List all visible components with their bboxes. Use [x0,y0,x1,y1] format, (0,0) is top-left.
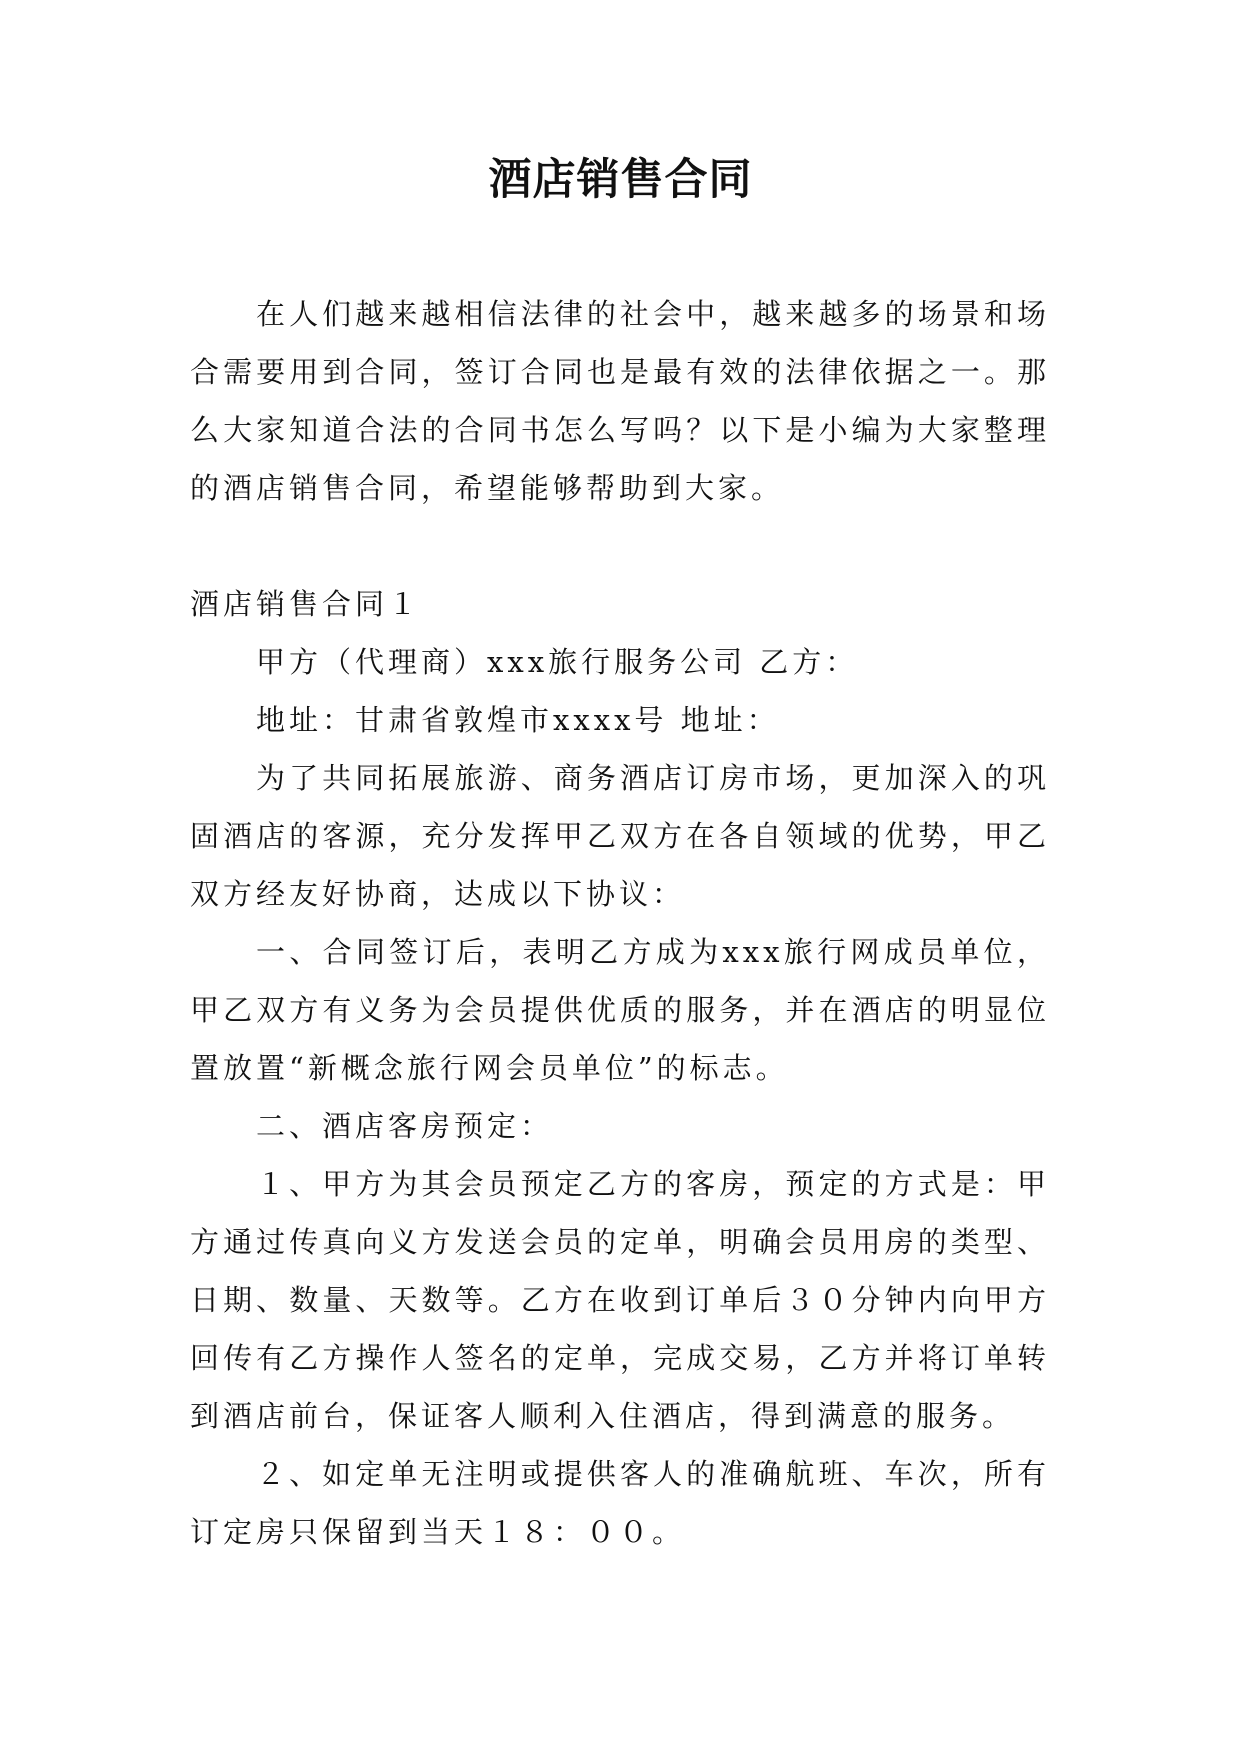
document-title: 酒店销售合同 [488,155,753,205]
purpose-paragraph: 为了共同拓展旅游、商务酒店订房市场，更加深入的巩固酒店的客源，充分发挥甲乙双方在各自领域的优势，甲乙双方经友好协商，达成以下协议： [190,761,1050,911]
address-line: 地址：甘肃省敦煌市xxxx号 地址： [256,703,780,737]
paragraph-gap [190,517,1050,575]
clause-two-heading: 二、酒店客房预定： [256,1109,554,1143]
clause-two-item-1: １、甲方为其会员预定乙方的客房，预定的方式是：甲方通过传真向义方发送会员的定单，明确会员用房的类型、日期、数量、天数等。乙方在收到订单后３０分钟内向甲方回传有乙方操作人签名的定单，完成交易，乙方并将订单转到酒店前台，保证客人顺利入住酒店，得到满意的服务。 [190,1167,1050,1433]
document-body [190,285,1050,1561]
clause-two-item-2: ２、如定单无注明或提供客人的准确航班、车次，所有订定房只保留到当天１８：００。 [190,1457,1050,1549]
section-heading: 酒店销售合同１ [190,587,422,621]
party-a-line: 甲方（代理商）xxx旅行服务公司 乙方： [256,645,859,679]
clause-one: 一、合同签订后，表明乙方成为xxx旅行网成员单位，甲乙双方有义务为会员提供优质的服务，并在酒店的明显位置放置“新概念旅行网会员单位”的标志。 [190,935,1050,1085]
intro-paragraph: 在人们越来越相信法律的社会中，越来越多的场景和场合需要用到合同，签订合同也是最有效的法律依据之一。那么大家知道合法的合同书怎么写吗？以下是小编为大家整理的酒店销售合同，希望能够帮助到大家。 [190,297,1050,505]
